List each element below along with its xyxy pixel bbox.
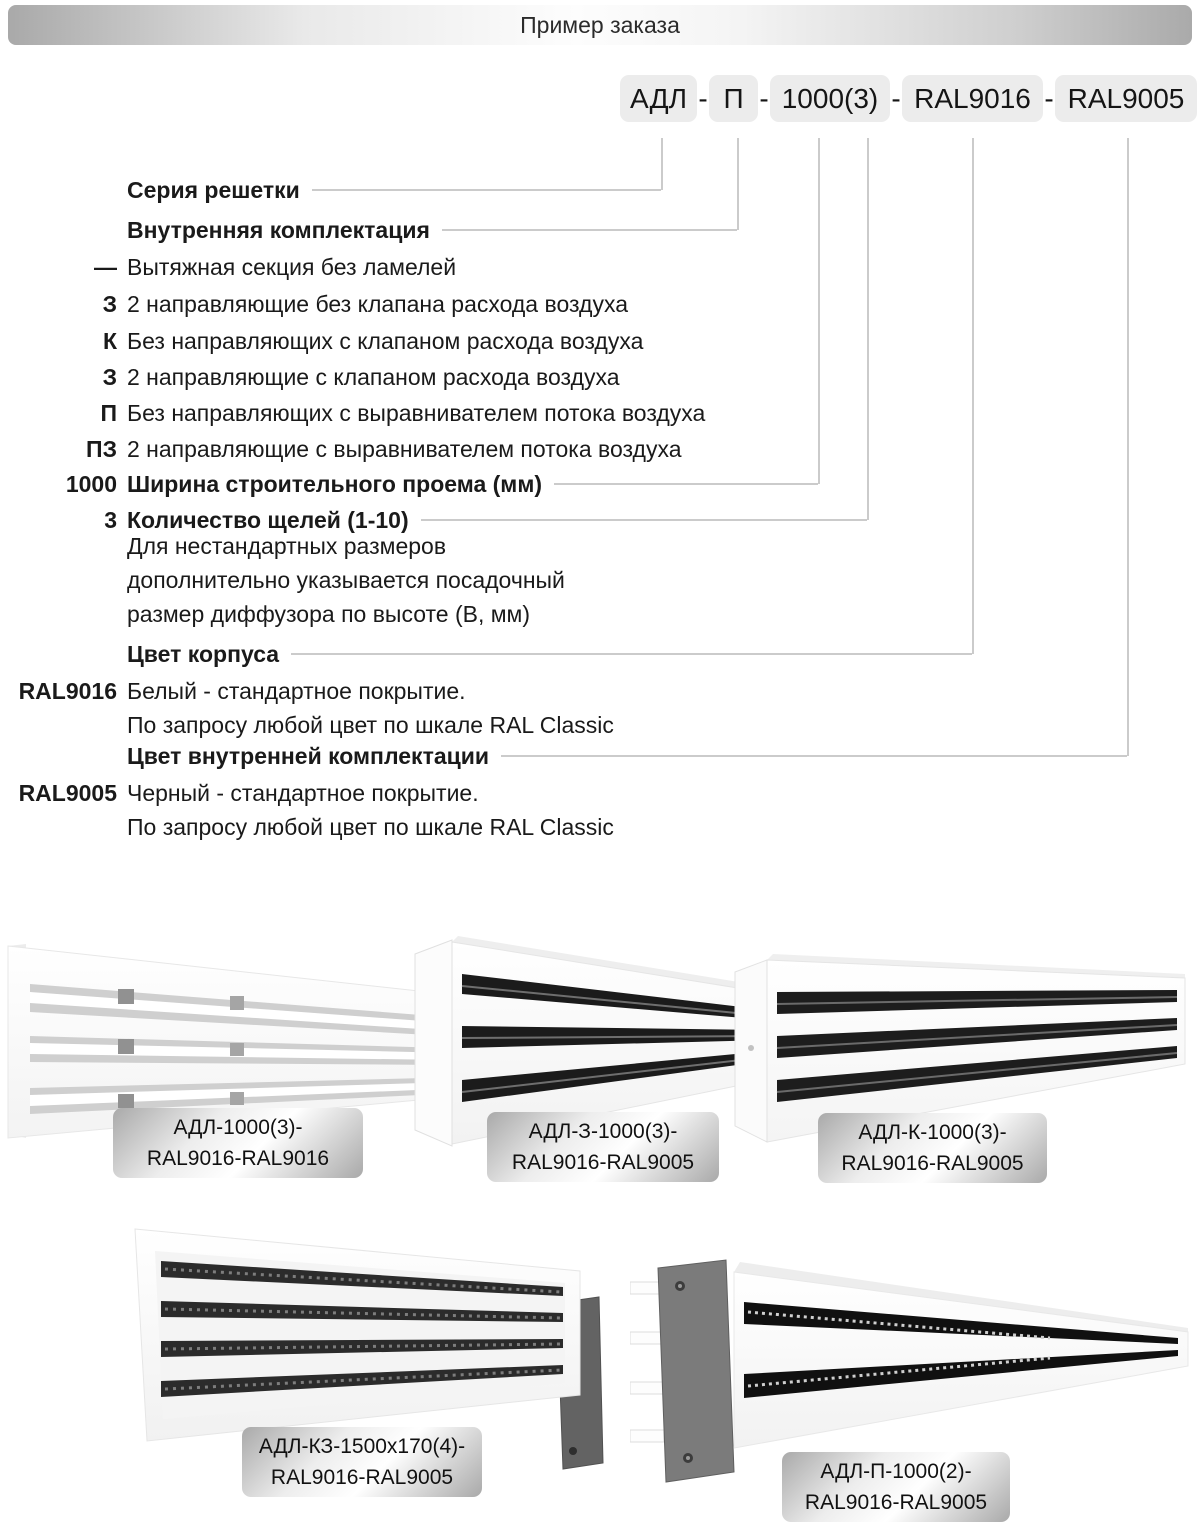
option-code: ПЗ — [86, 435, 117, 462]
option-text: 2 направляющие с выравнивателем потока воздуха — [127, 435, 682, 462]
code-part-config — [709, 75, 758, 122]
code-separator-text: - — [759, 83, 769, 114]
legend-option-row — [0, 250, 456, 284]
code-separator — [889, 75, 903, 122]
code-separator-text: - — [698, 83, 708, 114]
option-text: Вытяжная секция без ламелей — [127, 253, 457, 280]
product-label-line1: АДЛ-КЗ-1500х170(4)- — [258, 1435, 466, 1458]
code-separator — [1042, 75, 1056, 122]
connector-config — [737, 138, 739, 230]
product-label-line2: RAL9016-RAL9005 — [804, 1491, 988, 1514]
inner-color-desc2: По запросу любой цвет по шкале RAL Classic — [127, 813, 614, 840]
option-code: К — [102, 327, 117, 354]
code-part-series — [620, 75, 697, 122]
product-label-line2: RAL9016-RAL9016 — [146, 1147, 330, 1170]
connector-width — [818, 138, 820, 484]
slots-code: 3 — [104, 506, 117, 533]
code-part-size — [770, 75, 890, 122]
product-label-line1: АДЛ-1000(3)- — [173, 1116, 303, 1139]
code-separator-text: - — [1044, 83, 1054, 114]
connector-inner-color — [1127, 138, 1129, 756]
legend-row-body-color — [0, 637, 972, 671]
legend-row-series — [0, 173, 661, 207]
legend-row-ral9016-cont — [0, 708, 614, 742]
product-label-line2: RAL9016-RAL9005 — [511, 1151, 695, 1174]
option-code: П — [100, 399, 117, 426]
code-part-series-text: АДЛ — [630, 82, 687, 114]
option-code: — — [94, 253, 117, 280]
code-part-config-text: П — [723, 82, 744, 114]
legend-line — [312, 189, 661, 191]
product-label-line1: АДЛ-З-1000(3)- — [528, 1120, 678, 1143]
option-text: Без направляющих с выравнивателем потока воздуха — [127, 399, 706, 426]
code-part-inner-color-text: RAL9005 — [1067, 82, 1185, 114]
legend-line — [501, 755, 1127, 757]
body-color-desc: Белый - стандартное покрытие. — [127, 677, 466, 704]
connector-slots — [867, 138, 869, 520]
option-text: Без направляющих с клапаном расхода воздуха — [127, 327, 644, 354]
nonstandard-note — [127, 529, 565, 631]
slots-label: Количество щелей (1-10) — [127, 506, 409, 533]
legend-line — [554, 483, 818, 485]
option-code: З — [102, 363, 117, 390]
inner-color-code: RAL9005 — [18, 779, 117, 806]
option-text: 2 направляющие с клапаном расхода воздуха — [127, 363, 620, 390]
code-part-body-color-text: RAL9016 — [914, 82, 1031, 114]
legend-option-row — [0, 324, 643, 358]
legend-series-label: Серия решетки — [127, 176, 300, 203]
option-text: 2 направляющие без клапана расхода воздуха — [127, 290, 628, 317]
code-separator — [757, 75, 771, 122]
product-label-1 — [113, 1108, 363, 1178]
width-code: 1000 — [65, 470, 117, 497]
product-label-line1: АДЛ-П-1000(2)- — [820, 1460, 972, 1483]
note-line: размер диффузора по высоте (В, мм) — [127, 601, 531, 627]
product-label-line2: RAL9016-RAL9005 — [270, 1466, 454, 1489]
inner-color-desc: Черный - стандартное покрытие. — [127, 779, 479, 806]
legend-option-row — [0, 432, 681, 466]
note-line: Для нестандартных размеров — [127, 533, 447, 559]
page-header-bar — [8, 5, 1192, 45]
legend-row-config — [0, 213, 737, 247]
note-line: дополнительно указывается посадочный — [127, 567, 565, 593]
legend-config-label: Внутренняя комплектация — [127, 216, 430, 243]
product-label-line1: АДЛ-К-1000(3)- — [858, 1121, 1007, 1144]
legend-row-ral9016 — [0, 674, 466, 708]
product-label-4 — [242, 1427, 482, 1497]
legend-option-row — [0, 396, 705, 430]
body-color-label: Цвет корпуса — [127, 640, 280, 667]
legend-option-row — [0, 287, 628, 321]
legend-row-width — [0, 467, 818, 501]
code-part-body-color — [902, 75, 1043, 122]
legend-line — [442, 229, 737, 231]
legend-option-row — [0, 360, 620, 394]
legend-row-ral9005 — [0, 776, 479, 810]
code-separator-text: - — [891, 83, 901, 114]
code-part-size-text: 1000(3) — [781, 82, 879, 114]
legend-line — [291, 653, 972, 655]
code-separator — [696, 75, 710, 122]
body-color-desc2: По запросу любой цвет по шкале RAL Classic — [127, 711, 614, 738]
legend-row-inner-color — [0, 739, 1127, 773]
product-label-3 — [818, 1113, 1047, 1183]
code-part-inner-color — [1055, 75, 1197, 122]
product-label-5 — [782, 1452, 1010, 1522]
product-label-2 — [487, 1112, 719, 1182]
body-color-code: RAL9016 — [18, 677, 117, 704]
inner-color-label: Цвет внутренней комплектации — [127, 742, 490, 769]
width-label: Ширина строительного проема (мм) — [127, 470, 542, 497]
option-code: З — [102, 290, 117, 317]
connector-body-color — [972, 138, 974, 654]
product-label-line2: RAL9016-RAL9005 — [841, 1152, 1024, 1175]
legend-row-ral9005-cont — [0, 810, 614, 844]
page-title: Пример заказа — [520, 11, 680, 38]
legend-line — [421, 519, 867, 521]
connector-series — [661, 138, 663, 190]
